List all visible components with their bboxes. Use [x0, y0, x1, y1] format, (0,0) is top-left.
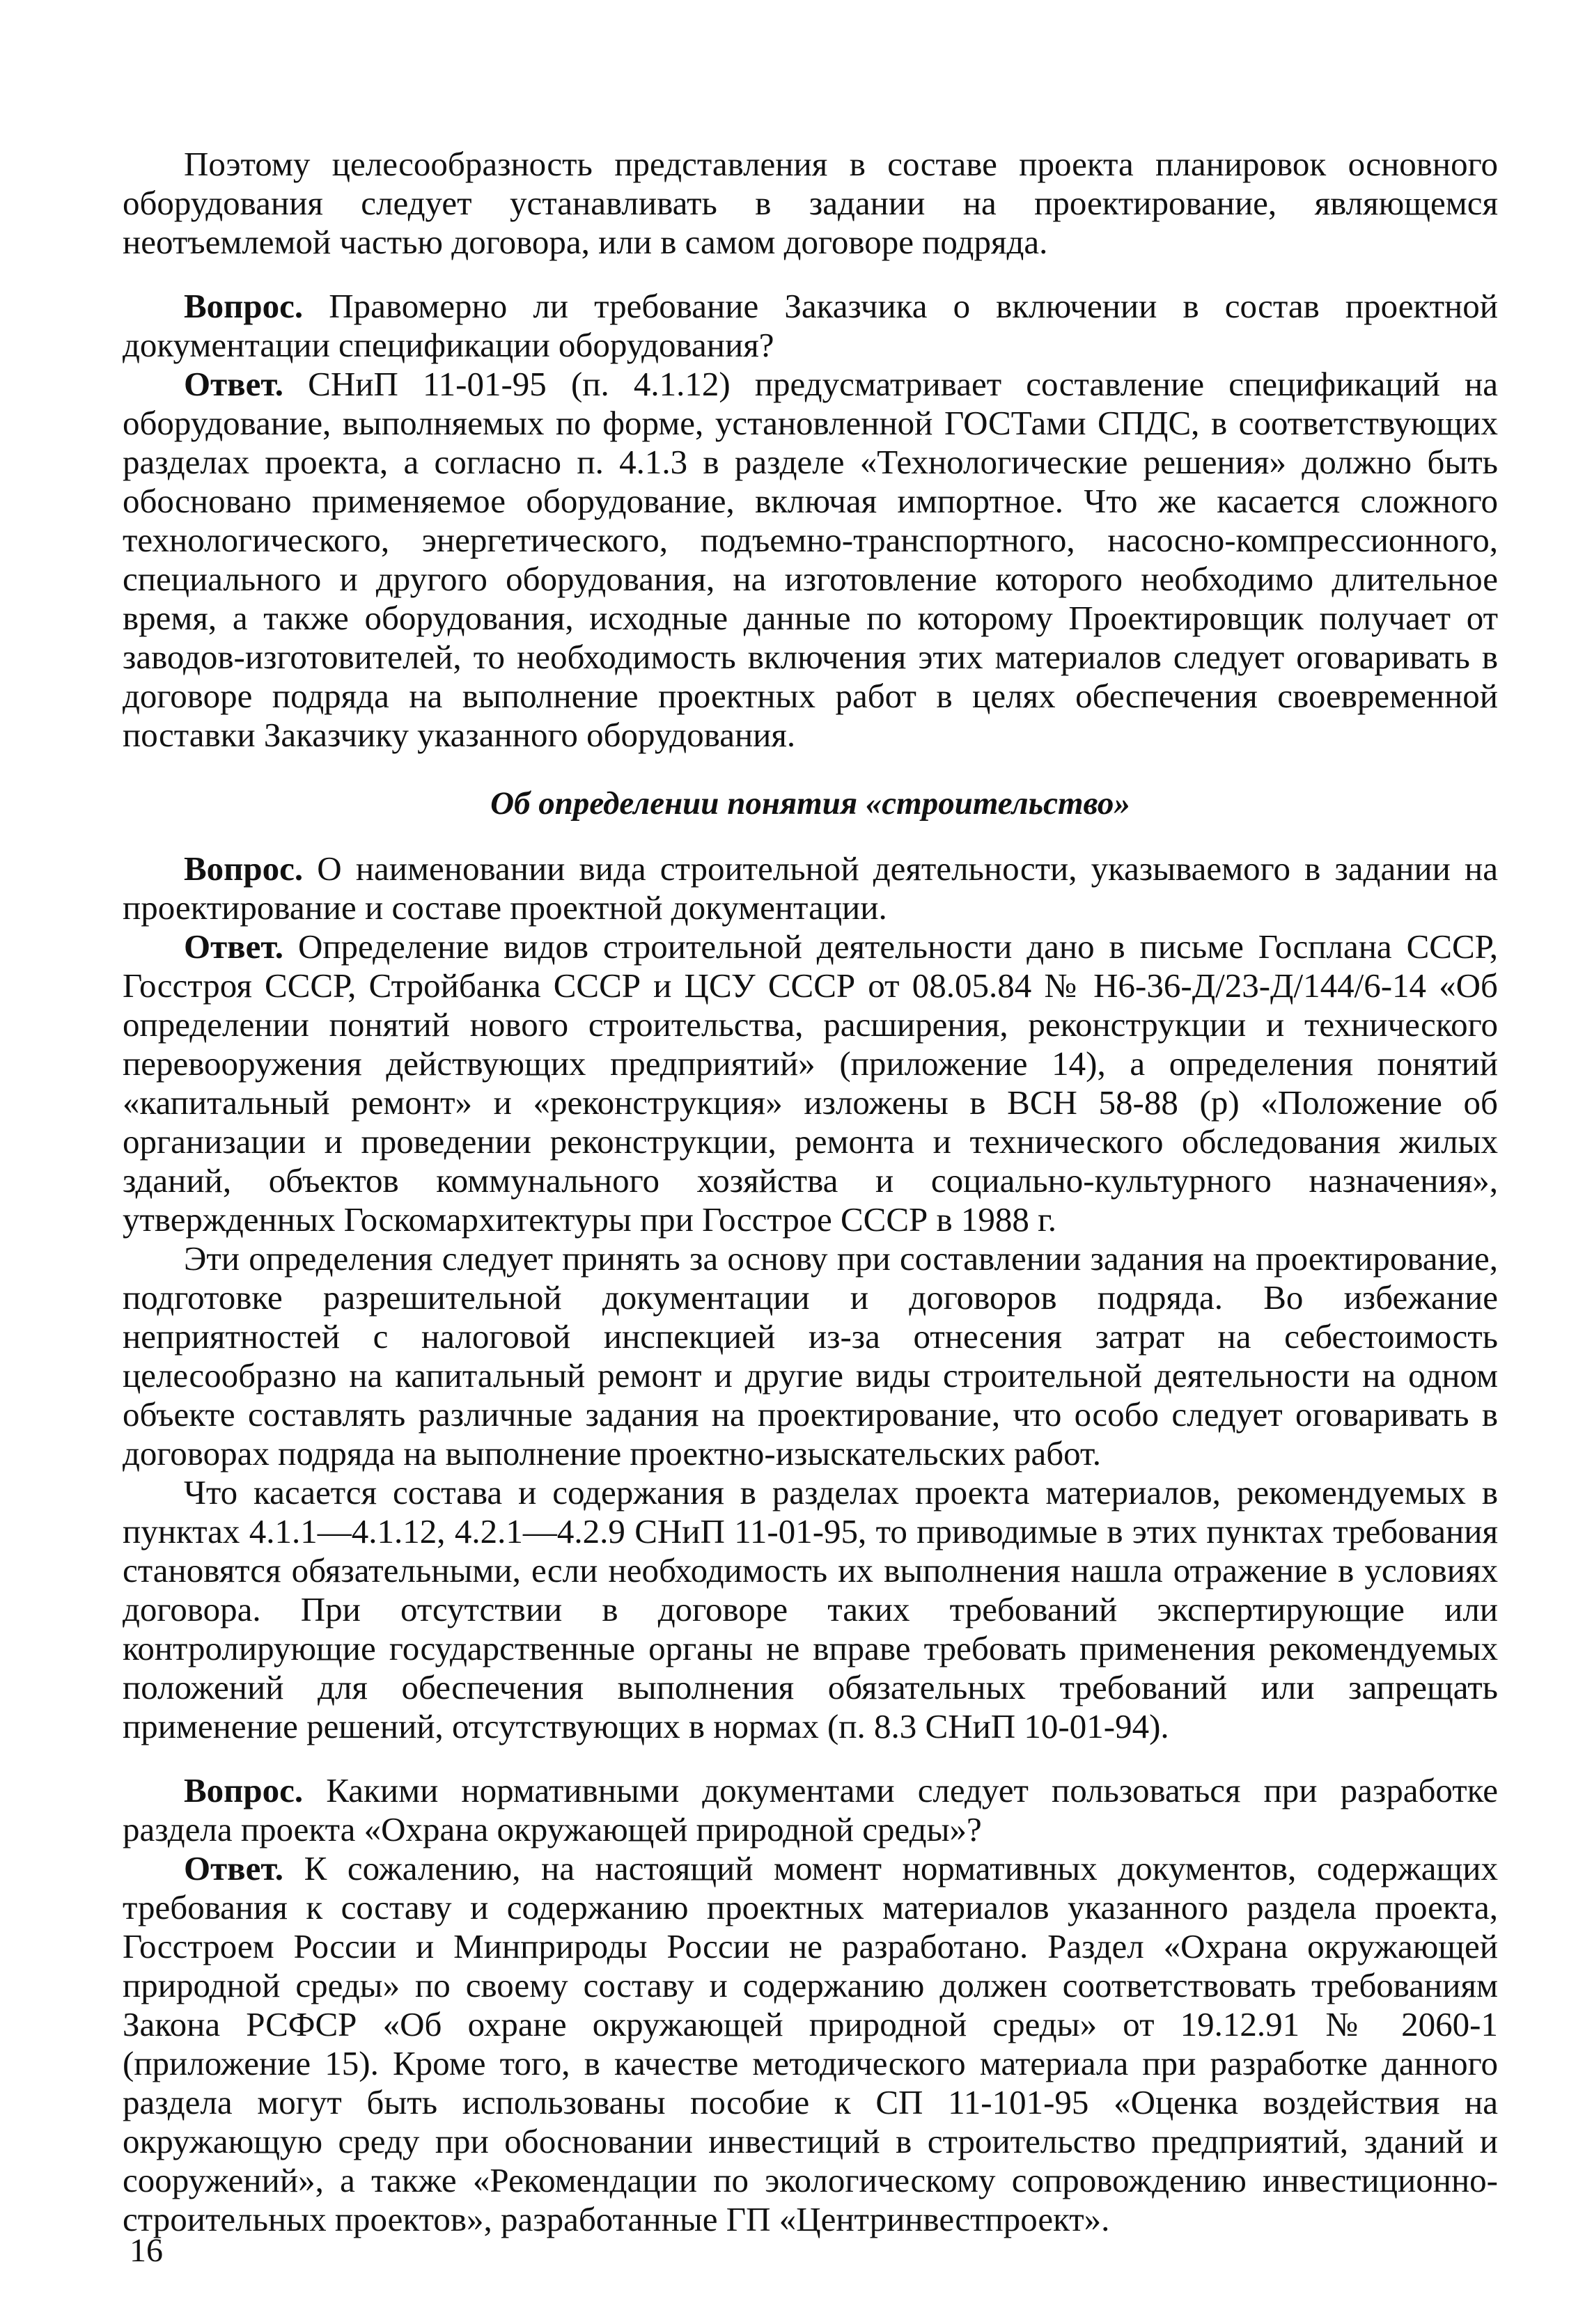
- answer-2: [123, 927, 1498, 1239]
- answer-1: [123, 365, 1498, 755]
- answer-2-continuation-1: Эти определения следует принять за основу при составлении задания на проектирование, подготовке разрешительной документации и договоров подряда. Во избежание неприятностей с налоговой инспекцией из-за отнесения затрат на себестоимость целесообразно на капитальный ремонт и другие виды строительной деятельности на одном объекте составлять различные задания на проектирование, что особо следует оговаривать в договорах подряда на выполнение проектно-изыскательских работ.: [123, 1239, 1498, 1473]
- answer-label: Ответ.: [184, 927, 284, 966]
- answer-label: Ответ.: [184, 1849, 284, 1887]
- question-3: [123, 1771, 1498, 1849]
- question-label: Вопрос.: [184, 849, 304, 888]
- page-body: [123, 145, 1498, 2239]
- answer-label: Ответ.: [184, 365, 284, 403]
- question-1: [123, 287, 1498, 365]
- page-number: 16: [130, 2232, 163, 2269]
- question-text: О наименовании вида строительной деятельности, указываемого в задании на проектирование и составе проектной документации.: [123, 849, 1498, 927]
- answer-text: К сожалению, на настоящий момент нормативных документов, содержащих требования к составу и содержанию проектных материалов указанного раздела проекта, Госстроем России и Минприроды России не разработано. Раздел «Охрана окружающей природной среды» по своему составу и содержанию должен соответствовать требованиям Закона РСФСР «Об охране окружающей природной среды» от 19.12.91 № 2060-1 (приложение 15). Кроме того, в качестве методического материала при разработке данного раздела могут быть использованы пособие к СП 11-101-95 «Оценка воздействия на окружающую среду при обосновании инвестиций в строительство предприятий, зданий и сооружений», а также «Рекомендации по экологическому сопровождению инвестиционно-строительных проектов», разработанные ГП «Центринвестпроект».: [123, 1849, 1498, 2238]
- answer-2-continuation-2: Что касается состава и содержания в разделах проекта материалов, рекомендуемых в пунктах 4.1.1—4.1.12, 4.2.1—4.2.9 СНиП 11-01-95, то приводимые в этих пунктах требования становятся обязательными, если необходимость их выполнения нашла отражение в условиях договора. При отсутствии в договоре таких требований экспертирующие или контролирующие государственные органы не вправе требовать применения рекомендуемых положений для обеспечения выполнения обязательных требований или запрещать применение решений, отсутствующих в нормах (п. 8.3 СНиП 10-01-94).: [123, 1473, 1498, 1745]
- answer-text: Определение видов строительной деятельности дано в письме Госплана СССР, Госстроя СССР, Стройбанка СССР и ЦСУ СССР от 08.05.84 № Н6-36-Д/23-Д/144/6-14 «Об определении понятий нового строительства, расширения, реконструкции и технического перевооружения действующих предприятий» (приложение 14), а определения понятий «капитальный ремонт» и «реконструкция» изложены в ВСН 58-88 (р) «Положение об организации и проведении реконструкции, ремонта и технического обследования жилых зданий, объектов коммунального хозяйства и социально-культурного назначения», утвержденных Госкомархитектуры при Госстрое СССР в 1988 г.: [123, 927, 1498, 1239]
- intro-paragraph: Поэтому целесообразность представления в составе проекта планировок основного оборудования следует устанавливать в задании на проектирование, являющемся неотъемлемой частью договора, или в самом договоре подряда.: [123, 145, 1498, 261]
- question-label: Вопрос.: [184, 1771, 304, 1809]
- question-text: Правомерно ли требование Заказчика о включении в состав проектной документации спецификации оборудования?: [123, 287, 1498, 364]
- question-2: [123, 849, 1498, 927]
- answer-text: СНиП 11-01-95 (п. 4.1.12) предусматривает составление спецификаций на оборудование, выполняемых по форме, установленной ГОСТами СПДС, в соответствующих разделах проекта, а согласно п. 4.1.3 в разделе «Технологические решения» должно быть обосновано применяемое оборудование, включая импортное. Что же касается сложного технологического, энергетического, подъемно-транспортного, насосно-компрессионного, специального и другого оборудования, на изготовление которого необходимо длительное время, а также оборудования, исходные данные по которому Проектировщик получает от заводов-изготовителей, то необходимость включения этих материалов следует оговаривать в договоре подряда на выполнение проектных работ в целях обеспечения своевременной поставки Заказчику указанного оборудования.: [123, 365, 1498, 754]
- question-text: Какими нормативными документами следует пользоваться при разработке раздела проекта «Охрана окружающей природной среды»?: [123, 1771, 1498, 1848]
- section-heading: Об определении понятия «строительство»: [490, 785, 1130, 822]
- question-label: Вопрос.: [184, 287, 304, 325]
- answer-3: [123, 1849, 1498, 2239]
